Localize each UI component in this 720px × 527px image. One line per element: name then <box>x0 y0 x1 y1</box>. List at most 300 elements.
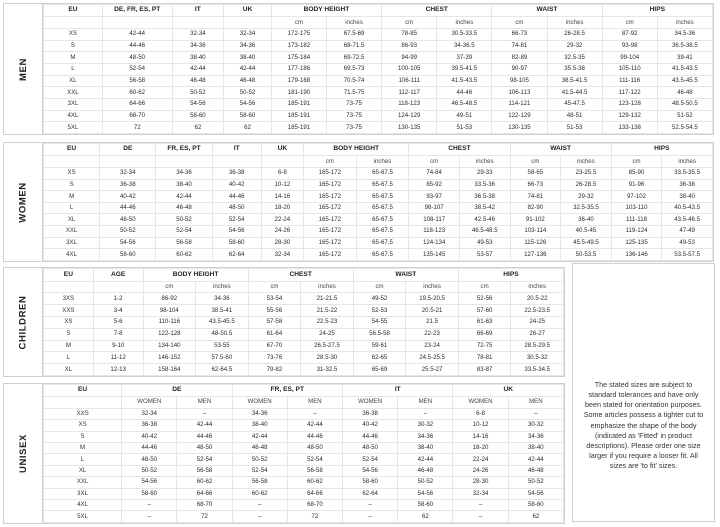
table-row <box>44 316 564 328</box>
table-cell: 34-36 <box>196 293 249 305</box>
table-cell: 67.5-69 <box>327 29 382 41</box>
table-row <box>44 214 713 226</box>
table-row <box>44 87 713 99</box>
table-cell: 29-32 <box>547 40 602 52</box>
table-cell: 50-52 <box>232 454 287 465</box>
table-cell: 65-67.5 <box>356 179 409 191</box>
table-cell: 49-51 <box>437 110 492 122</box>
column-group-header: WAIST <box>353 269 458 282</box>
table-cell: 49-52 <box>353 293 406 305</box>
table-cell: 69-72.5 <box>327 52 382 64</box>
table-cell: 54-56 <box>398 488 453 499</box>
table-cell: 54-56 <box>100 237 156 249</box>
table-cell: 65-67.5 <box>356 214 409 226</box>
table-cell: 45-47.5 <box>547 98 602 110</box>
size-label-cell: XXL <box>44 87 103 99</box>
column-group-header: EU <box>44 5 103 17</box>
column-group-header: IT <box>343 385 453 397</box>
table-cell: 24-25 <box>301 328 354 340</box>
size-label-cell: M <box>44 442 122 453</box>
table-cell: 29-33 <box>459 168 510 180</box>
size-label-cell: 3XL <box>44 237 100 249</box>
column-subheader <box>261 156 303 168</box>
size-label-cell: L <box>44 202 100 214</box>
table-cell: 30.5-33.5 <box>437 29 492 41</box>
size-label-cell: XL <box>44 465 122 476</box>
column-subheader: cm <box>143 281 196 293</box>
column-subheader <box>44 156 100 168</box>
table-cell: 46-48 <box>508 465 563 476</box>
table-cell: 23-24 <box>406 340 459 352</box>
table-cell: – <box>232 500 287 511</box>
size-label-cell: 5XL <box>44 511 122 523</box>
table-cell: 41.5-43.5 <box>657 64 712 76</box>
table-cell: 28.5-29.5 <box>511 340 564 352</box>
size-label-cell: XS <box>44 316 94 328</box>
size-label-cell: M <box>44 191 100 203</box>
column-subheader <box>212 156 261 168</box>
column-group-header: EU <box>44 144 100 156</box>
table-cell: 48-50 <box>177 442 232 453</box>
table-cell: 21-21.5 <box>301 293 354 305</box>
table-cell: 35.5-38 <box>547 64 602 76</box>
table-row <box>44 40 713 52</box>
table-cell: 62-65 <box>353 352 406 364</box>
size-label-cell: 3XS <box>44 293 94 305</box>
table-cell: 42-44 <box>102 29 172 41</box>
table-cell: 58-60 <box>122 488 177 499</box>
table-cell: 129-132 <box>602 110 657 122</box>
table-cell: 86-92 <box>143 293 196 305</box>
table-cell: 48.5-50.5 <box>657 98 712 110</box>
column-group-header: FR, ES, PT <box>232 385 342 397</box>
unisex-size-table <box>43 384 564 523</box>
table-cell: 48-50 <box>212 202 261 214</box>
table-cell: 93-97 <box>409 191 460 203</box>
table-cell: 26-27 <box>511 328 564 340</box>
men-size-table <box>43 4 713 134</box>
table-cell: 28-30 <box>453 477 508 488</box>
table-cell: 48-50.5 <box>196 328 249 340</box>
table-cell: 165-172 <box>303 179 356 191</box>
table-cell: 103-114 <box>510 226 561 238</box>
table-cell: 56-58 <box>102 75 172 87</box>
column-group-header: WAIST <box>492 5 602 17</box>
table-cell: 62 <box>398 511 453 523</box>
table-cell: 42-44 <box>232 431 287 442</box>
table-cell: 3-4 <box>93 305 143 317</box>
table-cell: 55-56 <box>248 305 301 317</box>
table-cell: – <box>398 408 453 419</box>
women-section-label: WOMEN <box>4 143 43 261</box>
table-cell: 33.5-36 <box>459 179 510 191</box>
table-cell: 36.5-38 <box>459 191 510 203</box>
table-cell: 108-117 <box>409 214 460 226</box>
size-label-cell: S <box>44 179 100 191</box>
table-row <box>44 488 564 499</box>
table-cell: 10-12 <box>453 420 508 431</box>
children-size-block <box>3 267 565 377</box>
table-cell: 56-58 <box>232 477 287 488</box>
table-row <box>44 293 564 305</box>
column-subheader: MEN <box>287 397 342 408</box>
table-cell: 112-117 <box>382 87 437 99</box>
table-cell: 54-56 <box>508 488 563 499</box>
table-cell: 32-34 <box>172 29 223 41</box>
table-cell: 14-16 <box>453 431 508 442</box>
table-cell: 50-52 <box>508 477 563 488</box>
unisex-size-block <box>3 383 565 524</box>
table-cell: 83-87 <box>458 364 511 376</box>
table-cell: 99-104 <box>602 52 657 64</box>
table-cell: 32.5-35.5 <box>561 202 612 214</box>
column-subheader: cm <box>248 281 301 293</box>
size-label-cell: XS <box>44 420 122 431</box>
size-disclaimer-text: The stated sizes are subject to standard tolerances and have only been stated for orientation purposes. Some articles possess a tighter cut to emphasize the shape of the body (indicated as 'Fitted' in product descriptions). Please order one size larger if you require a looser fit. All sizes are 'to fit' sizes. <box>583 380 704 470</box>
table-cell: 40-42 <box>212 179 261 191</box>
table-cell: 58-65 <box>510 168 561 180</box>
table-cell: 48-50 <box>122 454 177 465</box>
column-group-header: AGE <box>93 269 143 282</box>
table-cell: 50-53.5 <box>561 249 612 261</box>
column-subheader: cm <box>382 17 437 29</box>
size-label-cell: XXL <box>44 477 122 488</box>
table-cell: 110-116 <box>143 316 196 328</box>
column-group-header: HIPS <box>611 144 712 156</box>
table-cell: 68-70 <box>287 500 342 511</box>
table-cell: 65-67.5 <box>356 249 409 261</box>
table-cell: 49-53 <box>459 237 510 249</box>
table-cell: 85-90 <box>611 168 662 180</box>
table-cell: 72 <box>177 511 232 523</box>
size-label-cell: S <box>44 40 103 52</box>
table-cell: 181-190 <box>271 87 326 99</box>
column-subheader: cm <box>492 17 547 29</box>
column-subheader: cm <box>458 281 511 293</box>
table-cell: 26-28.5 <box>547 29 602 41</box>
size-label-cell: XL <box>44 75 103 87</box>
table-cell: 12-13 <box>93 364 143 376</box>
table-cell: 46-48 <box>172 75 223 87</box>
table-cell: 60-62 <box>232 488 287 499</box>
table-cell: 59-61 <box>353 340 406 352</box>
table-cell: 30-32 <box>508 420 563 431</box>
table-cell: 52-54 <box>343 454 398 465</box>
table-cell: 117-122 <box>602 87 657 99</box>
table-cell: 73-75 <box>327 122 382 134</box>
men-size-block <box>3 3 714 135</box>
table-cell: 36-40 <box>561 214 612 226</box>
table-cell: 82-89 <box>492 52 547 64</box>
table-cell: 58-60 <box>508 500 563 511</box>
table-cell: 64-66 <box>177 488 232 499</box>
size-label-cell: XXL <box>44 226 100 238</box>
table-row <box>44 110 713 122</box>
table-cell: 41.5-44.5 <box>547 87 602 99</box>
table-cell: 58-60 <box>172 110 223 122</box>
size-label-cell: 4XL <box>44 249 100 261</box>
table-cell: 66-73 <box>510 179 561 191</box>
column-group-header: FR, ES, PT <box>156 144 212 156</box>
size-label-cell: 3XL <box>44 488 122 499</box>
column-group-header: DE, FR, ES, PT <box>102 5 172 17</box>
table-cell: 106-111 <box>382 75 437 87</box>
table-cell: 175-184 <box>271 52 326 64</box>
table-cell: 179-188 <box>271 75 326 87</box>
column-subheader <box>172 17 223 29</box>
table-cell: 57-58 <box>248 316 301 328</box>
table-cell: 42-44 <box>156 191 212 203</box>
table-cell: 57-60 <box>458 305 511 317</box>
table-cell: 38.5-41.5 <box>547 75 602 87</box>
table-cell: 40.5-43.5 <box>662 202 713 214</box>
column-subheader: MEN <box>398 397 453 408</box>
column-group-header: UK <box>224 5 272 17</box>
column-subheader: inches <box>437 17 492 29</box>
size-disclaimer-box <box>572 263 715 522</box>
table-cell: 91-96 <box>611 179 662 191</box>
table-cell: 86-93 <box>382 40 437 52</box>
table-row <box>44 328 564 340</box>
table-cell: 22-23 <box>406 328 459 340</box>
table-cell: 74-81 <box>510 191 561 203</box>
table-cell: 46-48 <box>156 202 212 214</box>
table-cell: 21.5 <box>406 316 459 328</box>
table-cell: 56-58 <box>177 465 232 476</box>
table-cell: 127-136 <box>510 249 561 261</box>
table-cell: 34-36 <box>172 40 223 52</box>
table-cell: 58-60 <box>224 110 272 122</box>
table-cell: 42.5-46 <box>459 214 510 226</box>
table-cell: 133-138 <box>602 122 657 134</box>
column-group-header: IT <box>172 5 223 17</box>
table-cell: 185-191 <box>271 98 326 110</box>
table-cell: 18-20 <box>453 442 508 453</box>
table-cell: 11-12 <box>93 352 143 364</box>
table-cell: 41.5-43.5 <box>437 75 492 87</box>
table-cell: 58-60 <box>100 249 156 261</box>
column-subheader: cm <box>353 281 406 293</box>
table-cell: 42-44 <box>177 420 232 431</box>
table-row <box>44 305 564 317</box>
table-cell: – <box>122 500 177 511</box>
table-cell: 94-99 <box>382 52 437 64</box>
table-cell: 26-28.5 <box>561 179 612 191</box>
table-cell: 54-56 <box>212 226 261 238</box>
table-cell: 165-172 <box>303 214 356 226</box>
table-cell: 72 <box>102 122 172 134</box>
table-cell: 165-172 <box>303 202 356 214</box>
table-cell: – <box>177 408 232 419</box>
table-cell: 56.5-58 <box>353 328 406 340</box>
table-cell: 98-105 <box>492 75 547 87</box>
table-cell: 40-42 <box>343 420 398 431</box>
table-cell: 52.5-54.5 <box>657 122 712 134</box>
column-subheader: WOMEN <box>453 397 508 408</box>
column-subheader: cm <box>271 17 326 29</box>
table-cell: 111-116 <box>602 75 657 87</box>
table-cell: 24-26 <box>261 226 303 238</box>
table-cell: 90-97 <box>492 64 547 76</box>
table-cell: 53.5-57.5 <box>662 249 713 261</box>
column-subheader: MEN <box>177 397 232 408</box>
table-cell: 36-38 <box>662 179 713 191</box>
table-cell: 7-8 <box>93 328 143 340</box>
table-cell: 62-64 <box>212 249 261 261</box>
table-cell: – <box>343 511 398 523</box>
table-cell: 20.5-21 <box>406 305 459 317</box>
table-cell: 57.5-60 <box>196 352 249 364</box>
table-cell: 72-75 <box>458 340 511 352</box>
table-cell: 124-134 <box>409 237 460 249</box>
column-group-header: DE <box>122 385 232 397</box>
table-cell: 78-81 <box>458 352 511 364</box>
table-cell: 136-146 <box>611 249 662 261</box>
column-subheader: inches <box>561 156 612 168</box>
table-cell: 44-46 <box>212 191 261 203</box>
table-cell: 21.5-22 <box>301 305 354 317</box>
column-subheader: cm <box>611 156 662 168</box>
table-cell: 122-129 <box>492 110 547 122</box>
table-cell: 118-123 <box>409 226 460 238</box>
size-label-cell: L <box>44 64 103 76</box>
table-cell: 58-60 <box>212 237 261 249</box>
column-subheader <box>93 281 143 293</box>
table-cell: 105-110 <box>602 64 657 76</box>
table-cell: 38-40 <box>662 191 713 203</box>
table-cell: 130-135 <box>492 122 547 134</box>
table-cell: 34-36.5 <box>437 40 492 52</box>
table-cell: 36-38 <box>100 179 156 191</box>
table-cell: 130-135 <box>382 122 437 134</box>
table-cell: 56-58 <box>156 237 212 249</box>
column-subheader: WOMEN <box>122 397 177 408</box>
table-cell: 52-54 <box>212 214 261 226</box>
table-cell: 43.5-46.5 <box>662 214 713 226</box>
table-row <box>44 98 713 110</box>
table-cell: 38-40 <box>508 442 563 453</box>
table-cell: 65-67.5 <box>356 168 409 180</box>
table-cell: 82-90 <box>510 202 561 214</box>
table-cell: 44-46 <box>100 202 156 214</box>
table-cell: 32-34 <box>224 29 272 41</box>
column-group-header: CHEST <box>248 269 353 282</box>
table-row <box>44 465 564 476</box>
table-cell: 32-34 <box>122 408 177 419</box>
size-label-cell: 4XL <box>44 110 103 122</box>
column-subheader <box>100 156 156 168</box>
column-subheader: inches <box>662 156 713 168</box>
table-cell: 44-46 <box>437 87 492 99</box>
table-cell: 125-135 <box>611 237 662 249</box>
table-cell: 52-54 <box>232 465 287 476</box>
table-cell: 1-2 <box>93 293 143 305</box>
column-group-header: CHEST <box>382 5 492 17</box>
table-cell: 173-182 <box>271 40 326 52</box>
table-cell: 60-62 <box>287 477 342 488</box>
table-cell: 36.5-38.5 <box>657 40 712 52</box>
table-cell: 44-46 <box>102 40 172 52</box>
table-cell: 48-50 <box>343 442 398 453</box>
table-cell: 73-75 <box>327 110 382 122</box>
size-label-cell: 5XL <box>44 122 103 134</box>
column-subheader <box>156 156 212 168</box>
table-cell: 34-36 <box>232 408 287 419</box>
size-label-cell: XXS <box>44 408 122 419</box>
table-cell: 33.5-34.5 <box>511 364 564 376</box>
table-cell: 65-67.5 <box>356 191 409 203</box>
column-group-header: BODY HEIGHT <box>143 269 248 282</box>
table-cell: 165-172 <box>303 237 356 249</box>
table-cell: 66-73 <box>492 29 547 41</box>
table-cell: 74-84 <box>409 168 460 180</box>
table-cell: 60-62 <box>102 87 172 99</box>
table-cell: 38.5-42 <box>459 202 510 214</box>
table-cell: 24.5-25.5 <box>406 352 459 364</box>
column-subheader: cm <box>409 156 460 168</box>
table-cell: 64-66 <box>102 98 172 110</box>
table-cell: 134-140 <box>143 340 196 352</box>
table-cell: 52-54 <box>156 226 212 238</box>
size-label-cell: XL <box>44 214 100 226</box>
table-cell: 70.5-74 <box>327 75 382 87</box>
table-cell: 42-44 <box>172 64 223 76</box>
table-cell: 39.5-41.5 <box>437 64 492 76</box>
table-cell: 72 <box>287 511 342 523</box>
table-cell: 6-8 <box>453 408 508 419</box>
table-cell: 103-110 <box>611 202 662 214</box>
column-subheader: inches <box>511 281 564 293</box>
table-cell: – <box>453 511 508 523</box>
table-cell: 38-40 <box>172 52 223 64</box>
table-cell: 26.5-27.5 <box>301 340 354 352</box>
column-group-header: EU <box>44 269 94 282</box>
table-cell: – <box>453 500 508 511</box>
table-cell: 111-118 <box>611 214 662 226</box>
table-cell: 50-52 <box>172 87 223 99</box>
column-subheader: inches <box>327 17 382 29</box>
table-cell: 42-44 <box>287 420 342 431</box>
column-subheader: WOMEN <box>343 397 398 408</box>
table-row <box>44 454 564 465</box>
column-subheader: MEN <box>508 397 563 408</box>
table-cell: 44-46 <box>177 431 232 442</box>
column-subheader <box>224 17 272 29</box>
table-cell: 62 <box>172 122 223 134</box>
table-cell: – <box>122 511 177 523</box>
table-cell: 44-46 <box>122 442 177 453</box>
table-cell: 46-48 <box>232 442 287 453</box>
column-group-header: IT <box>212 144 261 156</box>
table-cell: 52-54 <box>177 454 232 465</box>
table-cell: 30.5-32 <box>511 352 564 364</box>
table-cell: 51-53 <box>547 122 602 134</box>
table-row <box>44 408 564 419</box>
children-section-label: CHILDREN <box>4 268 43 376</box>
column-subheader: inches <box>356 156 409 168</box>
table-cell: 34-36 <box>398 431 453 442</box>
table-cell: 22-24 <box>261 214 303 226</box>
table-cell: 44-46 <box>343 431 398 442</box>
table-cell: 9-10 <box>93 340 143 352</box>
table-cell: 40-42 <box>100 191 156 203</box>
table-cell: 79-82 <box>248 364 301 376</box>
table-cell: 48-51 <box>547 110 602 122</box>
table-cell: 38-40 <box>398 442 453 453</box>
column-group-header: HIPS <box>602 5 712 17</box>
table-cell: 58-60 <box>398 500 453 511</box>
size-label-cell: 4XL <box>44 500 122 511</box>
